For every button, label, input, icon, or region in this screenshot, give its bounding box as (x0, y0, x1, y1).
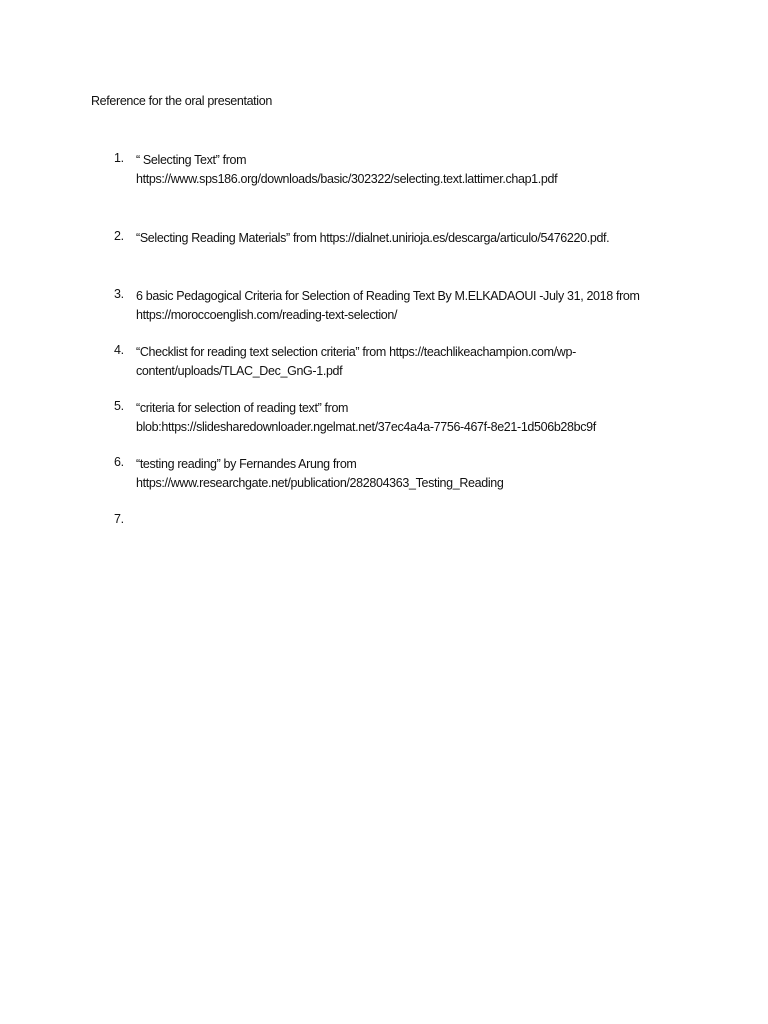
reference-text (136, 287, 696, 325)
reference-number: 5. (114, 399, 124, 413)
reference-url: blob:https://slidesharedownloader.ngelmat.net/37ec4a4a-7756-467f-8e21-1d506b28bc9f (136, 420, 596, 434)
reference-number: 2. (114, 229, 124, 243)
reference-line: “Checklist for reading text selection criteria” from https://teachlikeachampion.com/wp- (136, 345, 576, 359)
reference-text (136, 151, 696, 189)
reference-url: https://moroccoenglish.com/reading-text-selection/ (136, 308, 398, 322)
reference-url: https://www.researchgate.net/publication/282804363_Testing_Reading (136, 476, 504, 490)
reference-number: 4. (114, 343, 124, 357)
reference-line: “criteria for selection of reading text” from (136, 401, 349, 415)
document-title: Reference for the oral presentation (91, 94, 272, 108)
reference-number: 1. (114, 151, 124, 165)
reference-line: 6 basic Pedagogical Criteria for Selection of Reading Text By M.ELKADAOUI -July 31, 2018 from (136, 289, 640, 303)
reference-line: “ Selecting Text” from (136, 153, 247, 167)
reference-text (136, 229, 696, 248)
reference-text (136, 343, 696, 381)
reference-number: 6. (114, 455, 124, 469)
reference-text (136, 455, 696, 493)
reference-line: “testing reading” by Fernandes Arung from (136, 457, 357, 471)
reference-number: 3. (114, 287, 124, 301)
reference-line: “Selecting Reading Materials” from https://dialnet.unirioja.es/descarga/articulo/5476220.pdf. (136, 231, 610, 245)
reference-url: https://www.sps186.org/downloads/basic/302322/selecting.text.lattimer.chap1.pdf (136, 172, 558, 186)
reference-url: content/uploads/TLAC_Dec_GnG-1.pdf (136, 364, 343, 378)
reference-text (136, 399, 696, 437)
reference-number: 7. (114, 512, 124, 526)
